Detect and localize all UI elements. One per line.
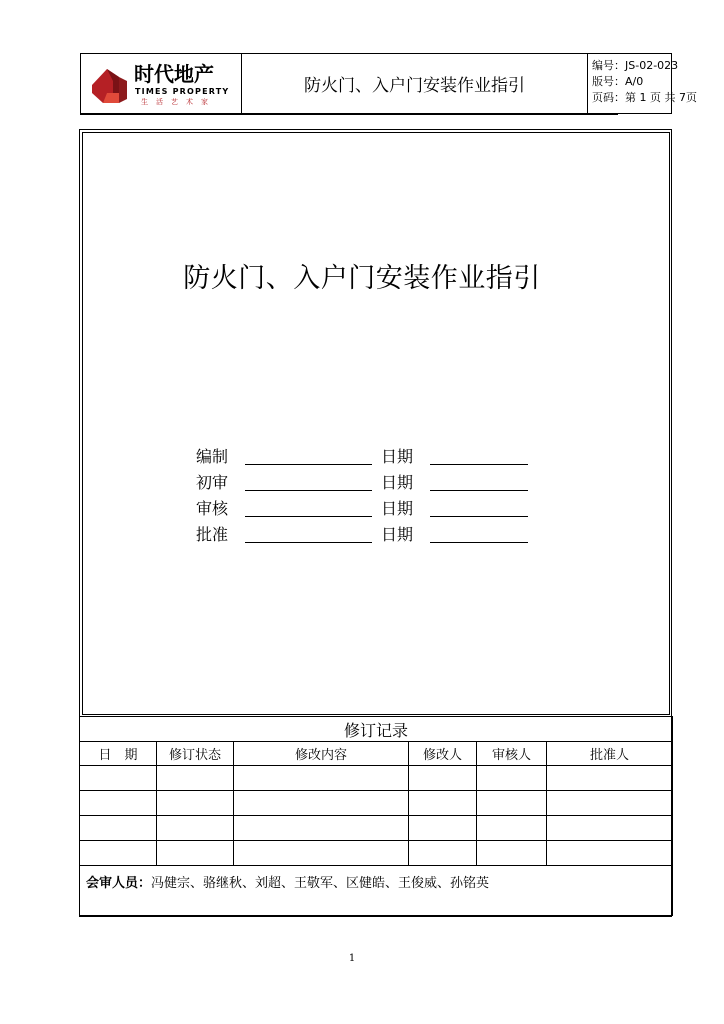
reviewers-row [80, 866, 673, 916]
logo-cell [81, 54, 242, 113]
signature-line [245, 516, 372, 517]
signoff-role: 初审 [196, 473, 229, 492]
signoff-row-first-review [196, 470, 536, 496]
revision-record-table [79, 716, 673, 916]
table-cell [547, 841, 673, 866]
table-cell [234, 841, 409, 866]
doc-page-count: 页码：第 1 页 共 7页 [592, 91, 697, 104]
reviewers-list: 冯健宗、骆继秋、刘超、王敬军、区健皓、王俊威、孙铭英 [151, 876, 490, 891]
signoff-row-review [196, 496, 536, 522]
header-title: 防火门、入户门安装作业指引 [242, 54, 588, 113]
table-row [80, 816, 673, 841]
doc-version: 版号：A/0 [592, 75, 644, 88]
table-cell [547, 766, 673, 791]
table-cell [477, 816, 547, 841]
table-cell [80, 791, 157, 816]
table-cell [409, 791, 477, 816]
column-header: 修改人 [409, 742, 477, 766]
table-cell [80, 816, 157, 841]
column-header: 修订状态 [157, 742, 234, 766]
signoff-date-label: 日期 [381, 473, 414, 492]
times-property-logo-icon [89, 63, 133, 107]
document-header [80, 53, 697, 114]
column-header: 修改内容 [234, 742, 409, 766]
signoff-row-approve [196, 522, 536, 548]
logo-name-en: TIMES PROPERTY [135, 87, 230, 96]
table-cell [234, 791, 409, 816]
table-cell [157, 791, 234, 816]
table-cell [477, 791, 547, 816]
table-row [80, 841, 673, 866]
table-cell [409, 841, 477, 866]
cover-frame-inner [82, 132, 670, 715]
table-cell [157, 816, 234, 841]
signature-line [245, 490, 372, 491]
revision-caption: 修订记录 [80, 717, 673, 742]
header-underline [80, 114, 618, 115]
date-line [430, 516, 528, 517]
table-cell [157, 766, 234, 791]
signoff-date-label: 日期 [381, 525, 414, 544]
table-cell [409, 816, 477, 841]
column-header: 审核人 [477, 742, 547, 766]
page-number: 1 [348, 953, 356, 964]
signoff-date-label: 日期 [381, 499, 414, 518]
table-cell [477, 841, 547, 866]
table-row [80, 766, 673, 791]
column-header: 日 期 [80, 742, 157, 766]
date-line [430, 464, 528, 465]
reviewers-label: 会审人员： [86, 876, 152, 891]
logo-name-cn: 时代地产 [134, 62, 214, 86]
revision-header-row [80, 742, 673, 766]
reviewers-cell [80, 866, 673, 916]
signoff-role: 批准 [196, 525, 229, 544]
table-row [80, 791, 673, 816]
table-cell [234, 816, 409, 841]
doc-code: 编号：JS-02-023 [592, 59, 679, 72]
table-cell [477, 766, 547, 791]
signoff-row-compile [196, 444, 536, 470]
table-cell [547, 816, 673, 841]
table-cell [547, 791, 673, 816]
table-cell [157, 841, 234, 866]
table-cell [409, 766, 477, 791]
signoff-block [196, 444, 536, 548]
signoff-role: 编制 [196, 447, 229, 466]
date-line [430, 542, 528, 543]
column-header: 批准人 [547, 742, 673, 766]
signoff-date-label: 日期 [381, 447, 414, 466]
table-cell [80, 841, 157, 866]
date-line [430, 490, 528, 491]
header-info [588, 54, 697, 113]
table-cell [80, 766, 157, 791]
signature-line [245, 464, 372, 465]
document-title: 防火门、入户门安装作业指引 [183, 263, 541, 294]
logo-slogan: 生活艺术家 [141, 98, 216, 106]
signoff-role: 审核 [196, 499, 229, 518]
signature-line [245, 542, 372, 543]
table-cell [234, 766, 409, 791]
